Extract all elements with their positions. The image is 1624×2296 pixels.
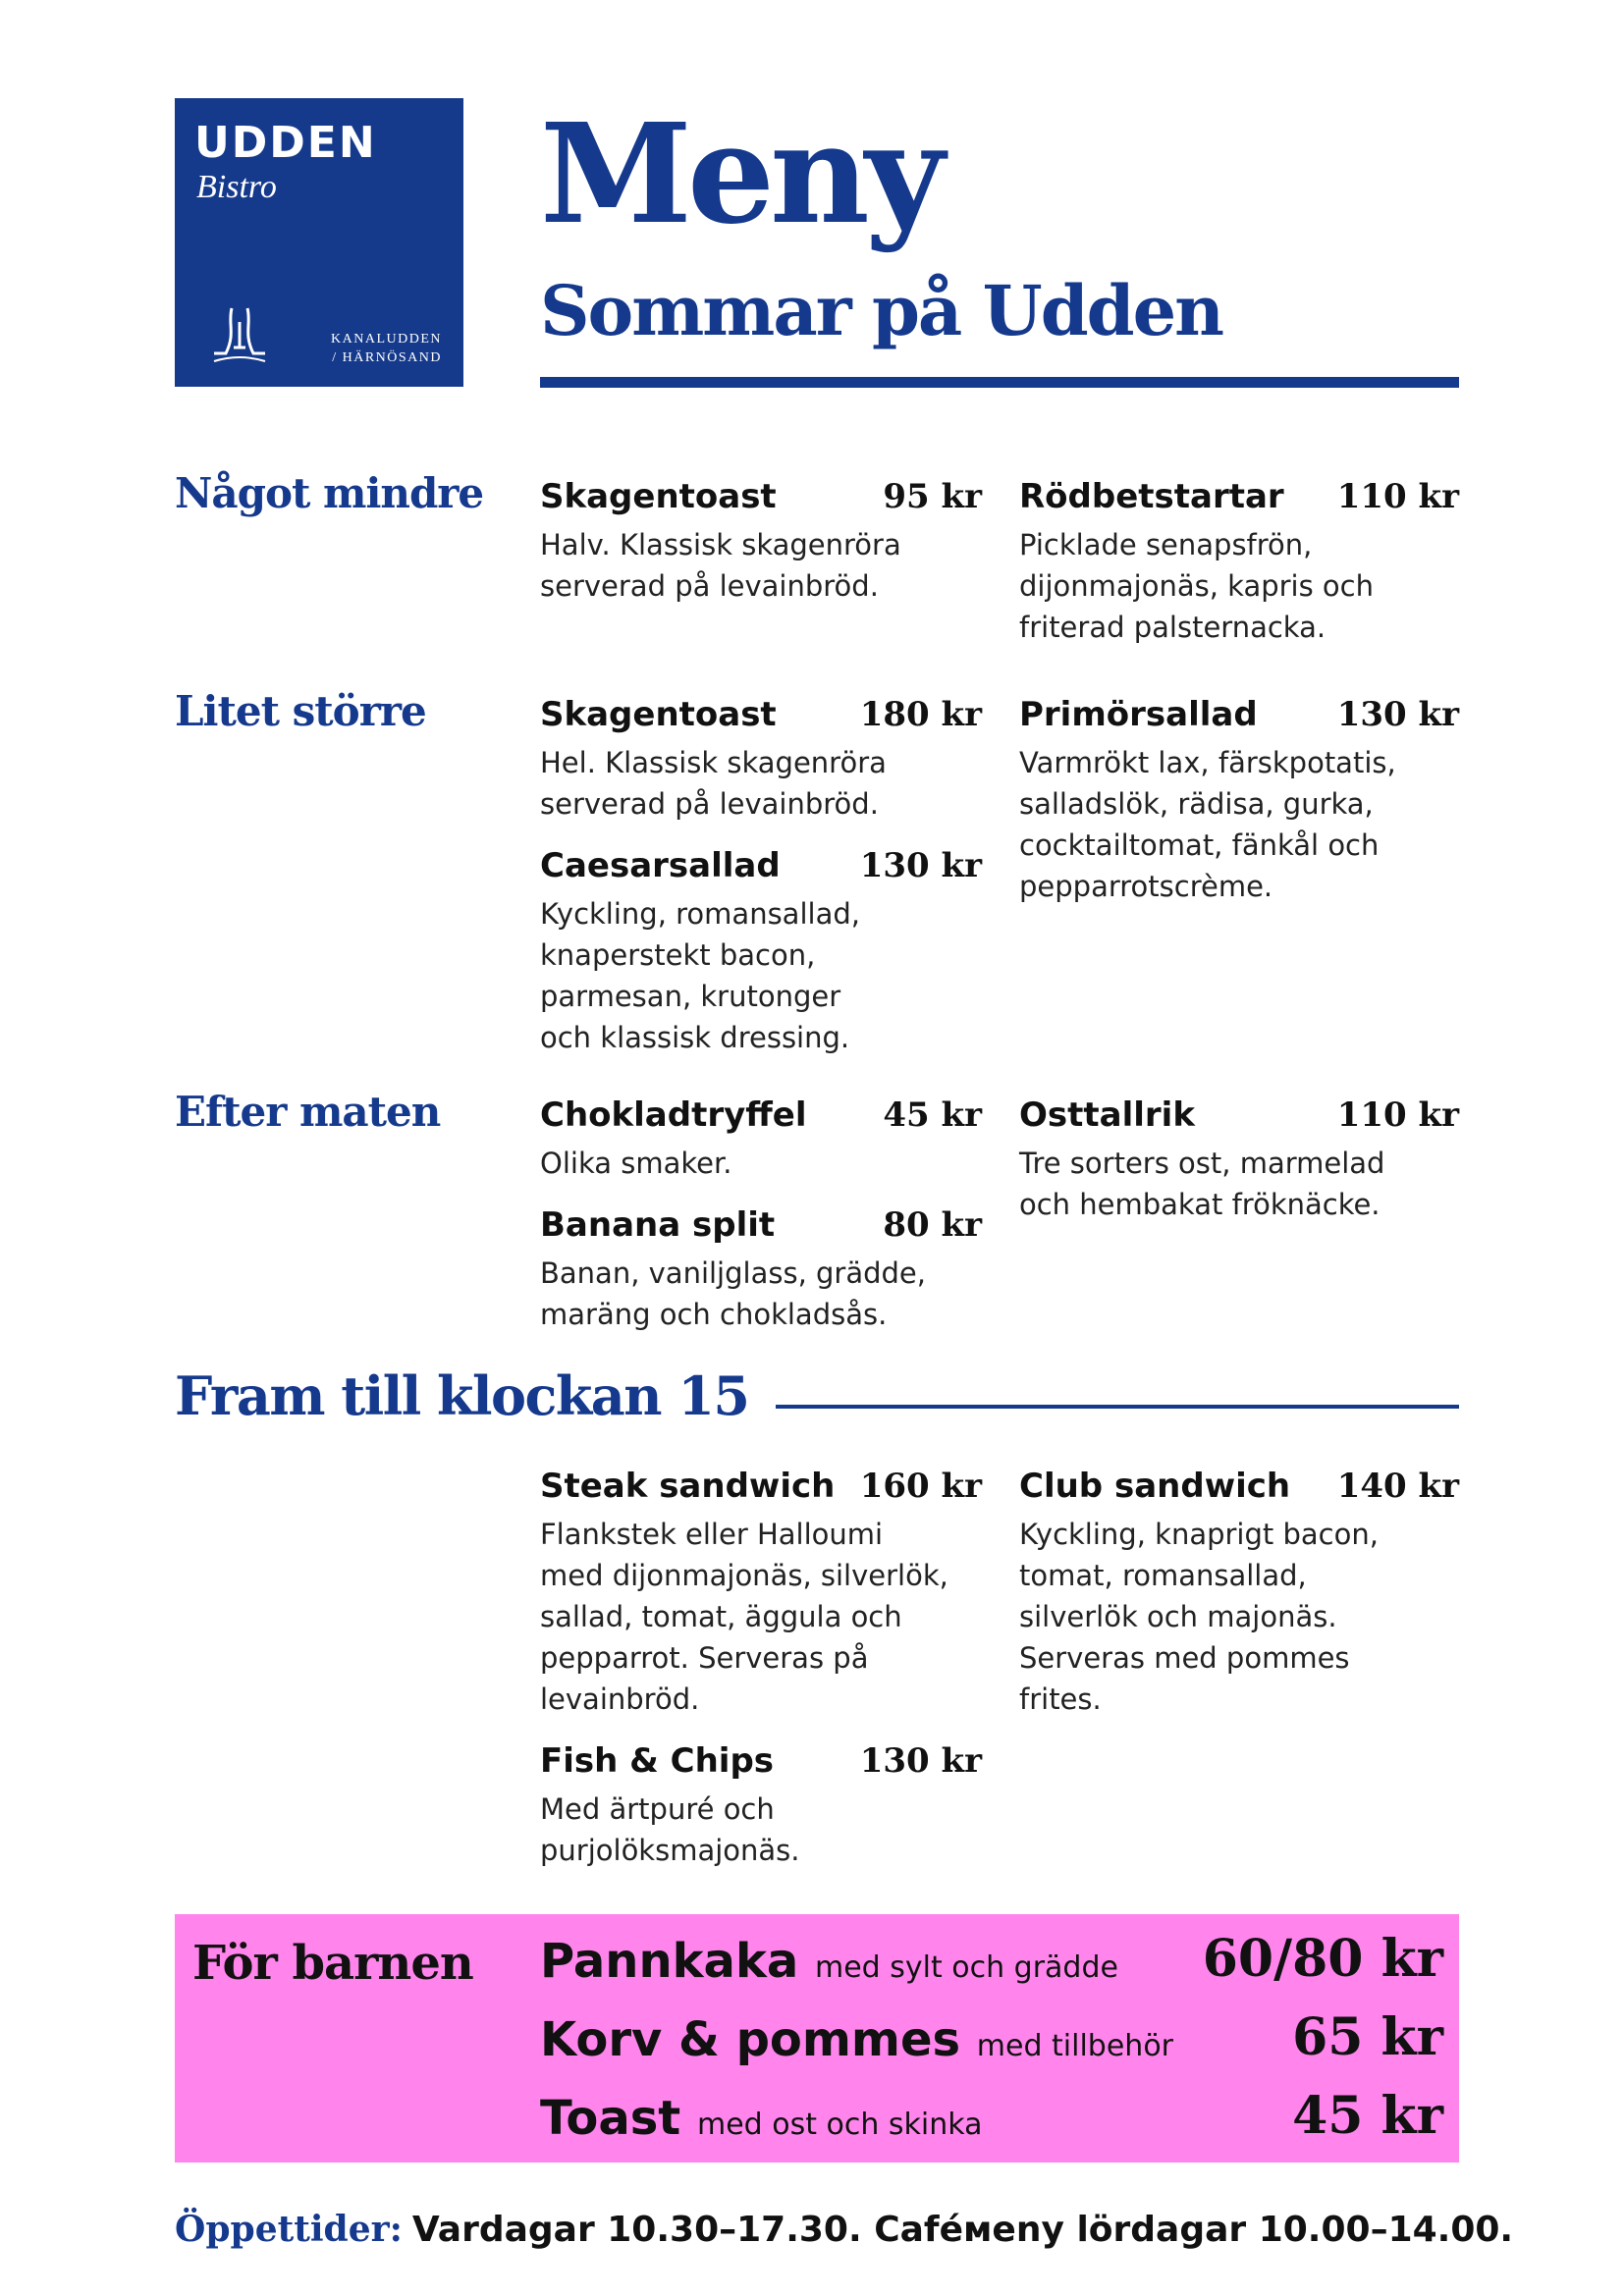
header-divider [540, 377, 1459, 388]
item-description [1019, 1514, 1459, 1720]
desc-line: friterad palsternacka. [1019, 611, 1326, 644]
item-description [540, 1514, 982, 1720]
desc-line: dijonmajonäs, kapris och [1019, 569, 1374, 603]
logo-place-line1: KANALUDDEN [331, 332, 442, 347]
opening-hours-label: Öppettider: [175, 2209, 403, 2250]
desc-line: med dijonmajonäs, silverlök, [540, 1559, 948, 1592]
item-name: Caesarsallad [540, 846, 781, 885]
item-price: 110 kr [1336, 1095, 1459, 1135]
desc-line: frites. [1019, 1682, 1102, 1716]
item-description [540, 1143, 982, 1184]
kids-item-price: 45 kr [1292, 2086, 1443, 2146]
desc-line: tomat, romansallad, [1019, 1559, 1307, 1592]
desc-line: Flankstek eller Halloumi [540, 1518, 884, 1551]
kids-item-title: Toast [540, 2091, 681, 2146]
item-price: 130 kr [1336, 695, 1459, 734]
desc-line: levainbröd. [540, 1682, 700, 1716]
item-price: 110 kr [1336, 477, 1459, 516]
item-name: Banana split [540, 1205, 776, 1245]
item-price: 130 kr [859, 846, 982, 885]
kids-item [540, 1928, 1443, 1993]
menu-item [540, 1205, 982, 1335]
section-label-fram-till-klockan-15: Fram till klockan 15 [175, 1364, 749, 1427]
desc-line: Tre sorters ost, marmelad [1019, 1147, 1385, 1180]
logo-place [331, 330, 442, 367]
desc-line: serverad på levainbröd. [540, 569, 879, 603]
desc-line: Picklade senapsfrön, [1019, 528, 1313, 561]
menu-item [540, 846, 982, 1058]
menu-item [540, 1467, 982, 1720]
desc-line: och klassisk dressing. [540, 1021, 850, 1054]
menu-item [540, 477, 982, 607]
kids-section-label: För barnen [192, 1936, 473, 1991]
kids-menu-box [175, 1914, 1459, 2163]
item-name: Fish & Chips [540, 1741, 775, 1781]
item-description [1019, 1143, 1459, 1225]
item-price: 130 kr [859, 1741, 982, 1781]
kids-item [540, 2085, 1443, 2150]
desc-line: Kyckling, knaprigt bacon, [1019, 1518, 1379, 1551]
desc-line: pepparrot. Serveras på [540, 1641, 869, 1675]
item-price: 80 kr [883, 1205, 982, 1245]
item-price: 45 kr [883, 1095, 982, 1135]
item-description [540, 742, 982, 825]
section-label-efter-maten: Efter maten [175, 1088, 441, 1136]
item-name: Rödbetstartar [1019, 477, 1284, 516]
menu-item [1019, 1095, 1459, 1225]
desc-line: silverlök och majonäs. [1019, 1600, 1337, 1633]
opening-hours [175, 2209, 1513, 2250]
desc-line: Serveras med pommes [1019, 1641, 1350, 1675]
desc-line: cocktailtomat, fänkål och [1019, 828, 1380, 862]
kids-item-name [540, 2012, 1173, 2067]
kids-item-name [540, 2091, 983, 2146]
desc-line: parmesan, krutonger [540, 980, 841, 1013]
section-label-nagot-mindre: Något mindre [175, 469, 484, 517]
item-description [1019, 742, 1459, 907]
desc-line: Halv. Klassisk skagenröra [540, 528, 901, 561]
desc-line: Olika smaker. [540, 1147, 732, 1180]
desc-line: serverad på levainbröd. [540, 787, 879, 821]
desc-line: Med ärtpuré och [540, 1792, 775, 1826]
kids-item-price: 60/80 kr [1202, 1929, 1443, 1989]
item-price: 160 kr [859, 1467, 982, 1506]
item-description [540, 1253, 982, 1335]
item-name: Chokladtryffel [540, 1095, 807, 1135]
item-description [1019, 524, 1459, 648]
menu-item [1019, 1467, 1459, 1720]
menu-item [540, 1095, 982, 1184]
section-divider [776, 1405, 1459, 1409]
desc-line: maräng och chokladsås. [540, 1298, 888, 1331]
desc-line: Banan, vaniljglass, grädde, [540, 1256, 926, 1290]
logo-place-line2: / HÄRNÖSAND [332, 350, 442, 365]
desc-line: pepparrotscrème. [1019, 870, 1273, 903]
menu-item [1019, 477, 1459, 648]
desc-line: Varmrökt lax, färskpotatis, [1019, 746, 1396, 779]
desc-line: salladslök, rädisa, gurka, [1019, 787, 1374, 821]
kids-item-extra: med sylt och grädde [814, 1950, 1118, 1985]
item-name: Primörsallad [1019, 695, 1258, 734]
kids-item [540, 2006, 1443, 2071]
page-title: Meny [540, 94, 941, 255]
item-price: 95 kr [883, 477, 982, 516]
menu-item [540, 695, 982, 825]
item-name: Osttallrik [1019, 1095, 1195, 1135]
opening-hours-text: Vardagar 10.30–17.30. Caféмeny lördagar 10.00–14.00. [411, 2210, 1514, 2250]
kids-item-extra: med tillbehör [976, 2029, 1174, 2063]
kids-item-title: Pannkaka [540, 1934, 799, 1989]
item-price: 140 kr [1336, 1467, 1459, 1506]
item-description [540, 893, 982, 1058]
item-name: Skagentoast [540, 695, 777, 734]
logo [175, 98, 463, 387]
menu-item [540, 1741, 982, 1871]
logo-subtitle: Bistro [196, 169, 277, 205]
desc-line: sallad, tomat, äggula och [540, 1600, 902, 1633]
desc-line: Kyckling, romansallad, [540, 897, 860, 931]
kids-item-title: Korv & pommes [540, 2012, 961, 2067]
kids-item-price: 65 kr [1292, 2007, 1443, 2067]
item-description [540, 524, 982, 607]
desc-line: och hembakat fröknäcke. [1019, 1188, 1380, 1221]
kids-item-name [540, 1934, 1118, 1989]
item-name: Steak sandwich [540, 1467, 836, 1506]
item-name: Skagentoast [540, 477, 777, 516]
kids-item-extra: med ost och skinka [696, 2108, 983, 2142]
desc-line: purjolöksmajonäs. [540, 1834, 800, 1867]
desc-line: Hel. Klassisk skagenröra [540, 746, 887, 779]
canal-mark-icon [210, 304, 269, 369]
menu-item [1019, 695, 1459, 907]
section-label-litet-storre: Litet större [175, 687, 426, 735]
page-subtitle: Sommar på Udden [540, 270, 1223, 351]
item-price: 180 kr [859, 695, 982, 734]
item-description [540, 1789, 982, 1871]
logo-name: UDDEN [194, 118, 377, 168]
desc-line: knaperstekt bacon, [540, 938, 816, 972]
item-name: Club sandwich [1019, 1467, 1291, 1506]
